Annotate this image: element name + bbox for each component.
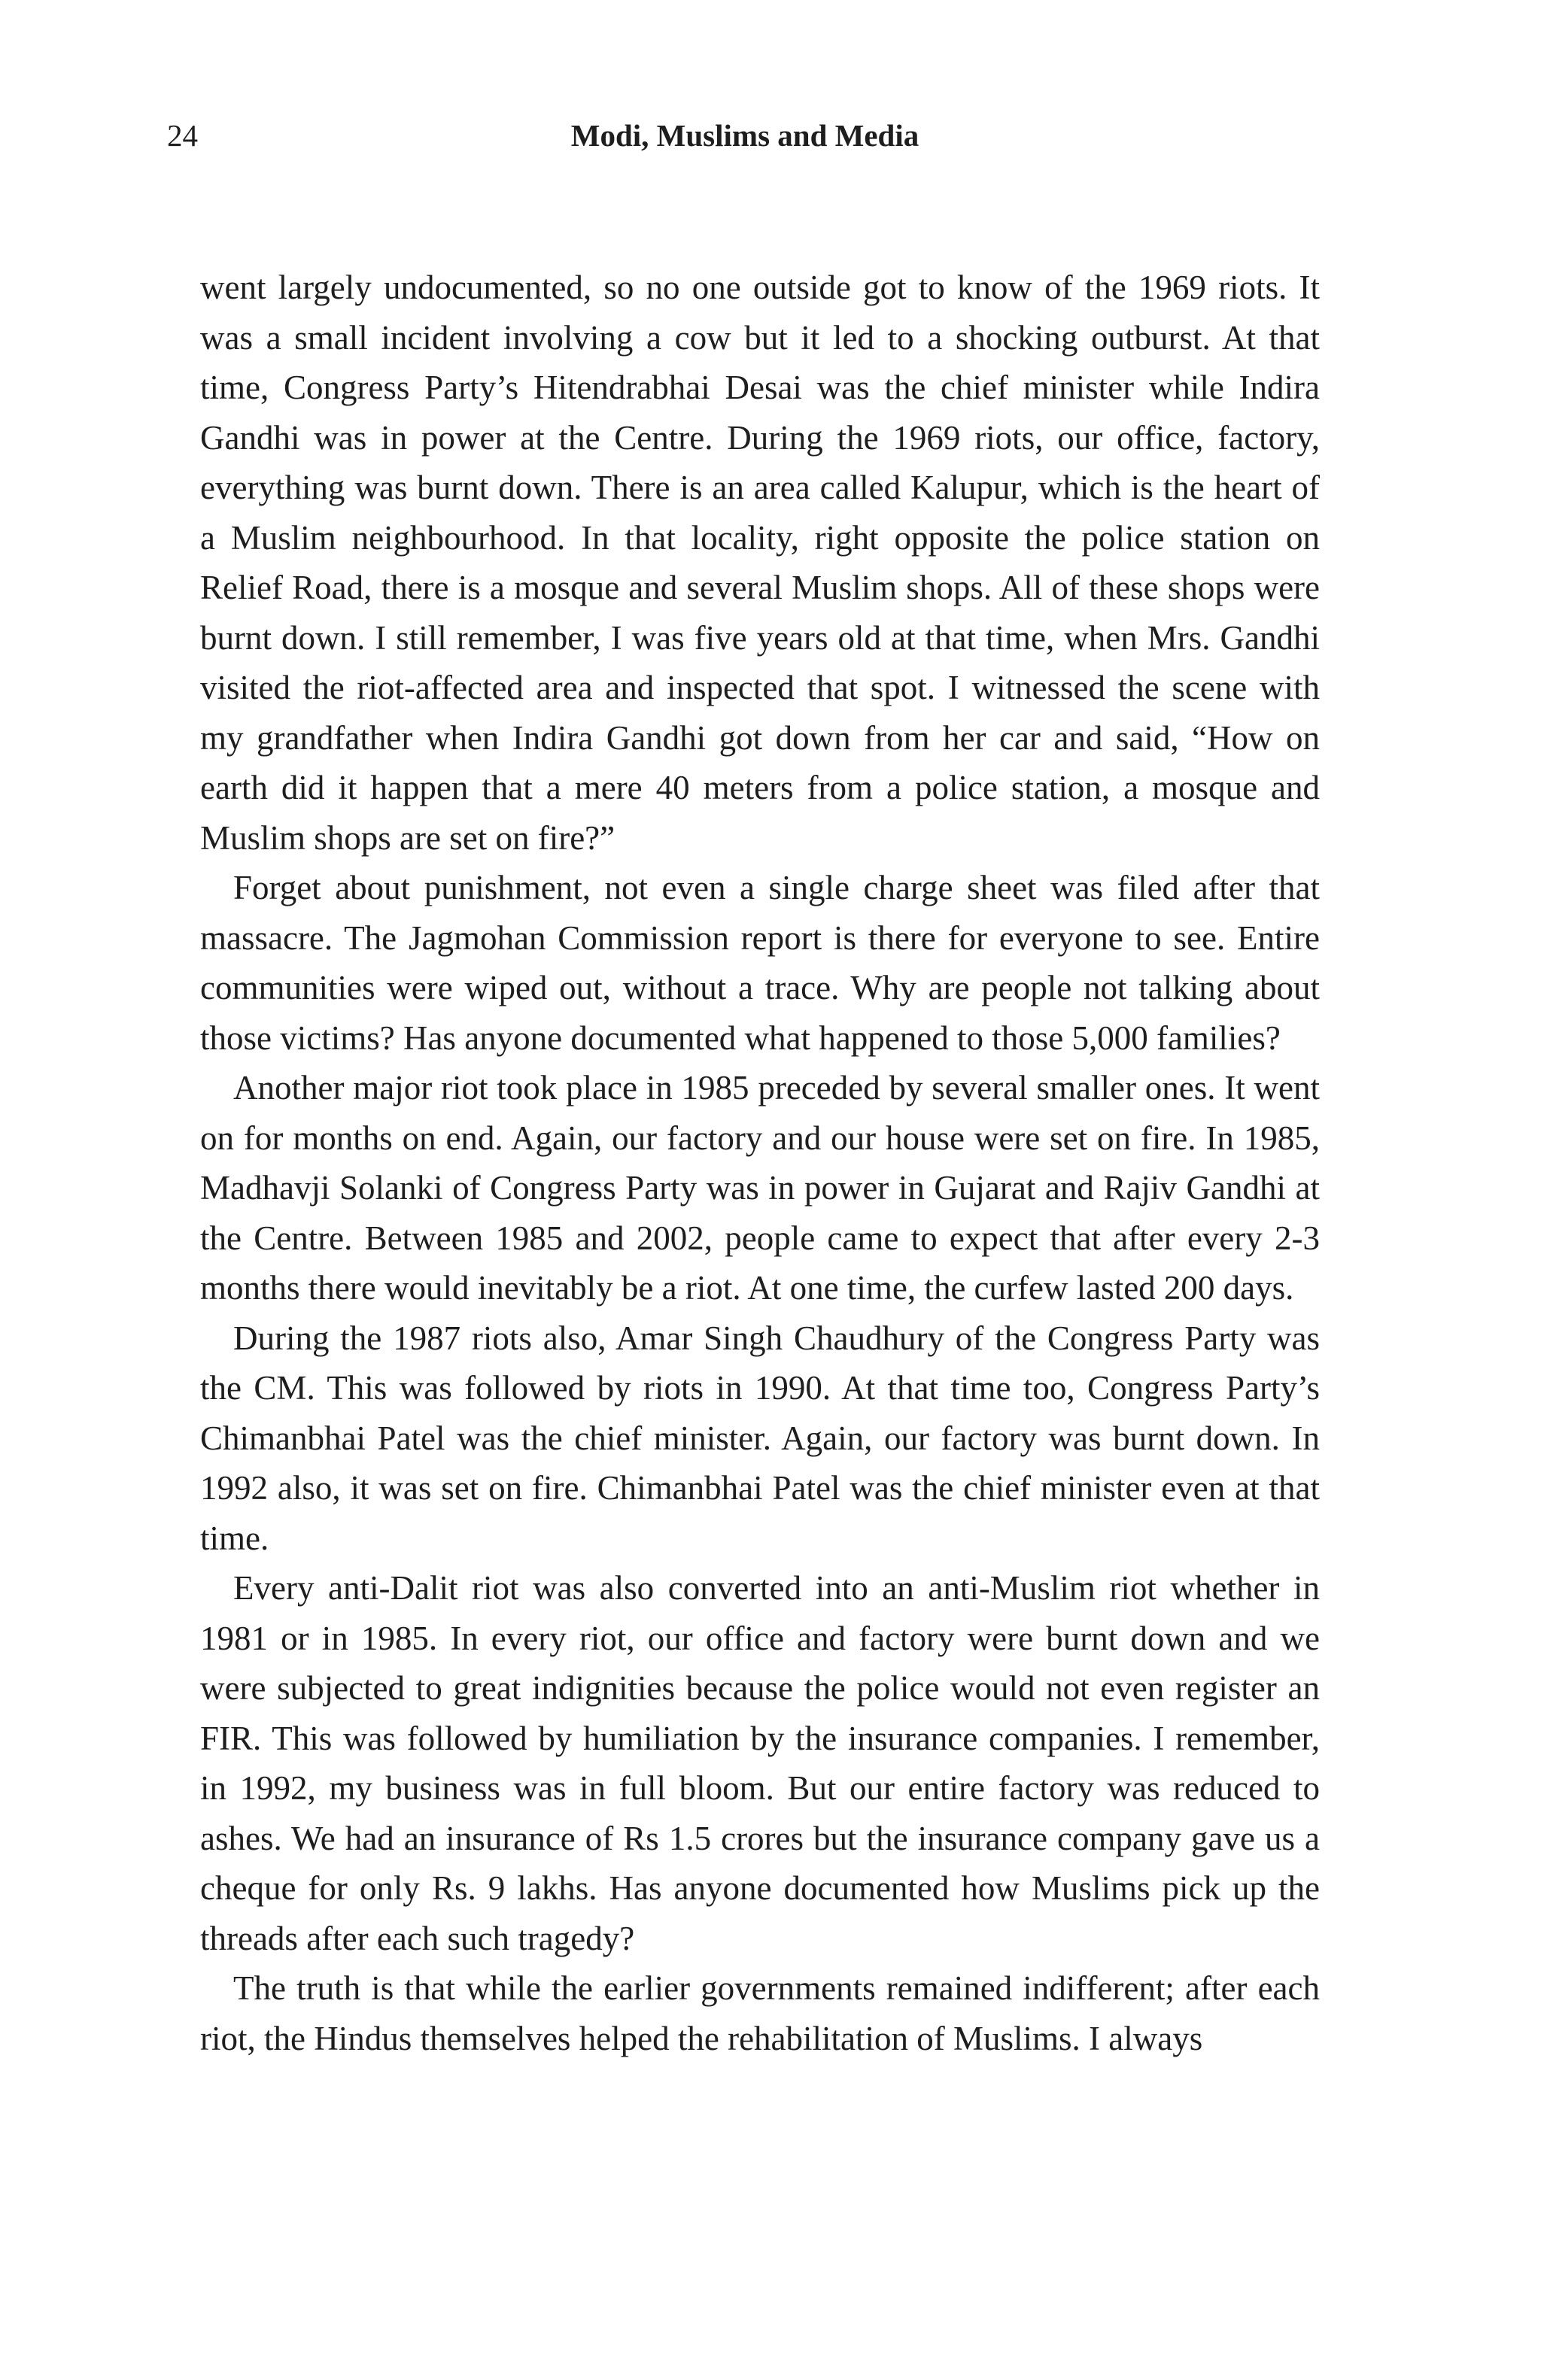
paragraph: went largely undocumented, so no one outside got to know of the 1969 riots. It was a small incident involving a cow but it led to a shocking outburst. At that time, Congress Party’s Hitendrabhai Desai was the chief minister while Indira Gandhi was in power at the Centre. During the 1969 riots, our office, factory, everything was burnt down. There is an area called Kalupur, which is the heart of a Muslim neighbourhood. In that locality, right opposite the police station on Relief Road, there is a mosque and several Muslim shops. All of these shops were burnt down. I still remember, I was five years old at that time, when Mrs. Gandhi visited the riot-affected area and inspected that spot. I witnessed the scene with my grandfather when Indira Gandhi got down from her car and said, “How on earth did it happen that a mere 40 meters from a police station, a mosque and Muslim shops are set on fire?”	[200, 269, 1320, 857]
paragraph: Every anti-Dalit riot was also converted into an anti-Muslim riot whether in 1981 or in 1985. In every riot, our office and factory were burnt down and we were subjected to great indignities because the police would not even register an FIR. This was followed by humiliation by the insurance companies. I remember, in 1992, my business was in full bloom. But our entire factory was reduced to ashes. We had an insurance of Rs 1.5 crores but the insurance company gave us a cheque for only Rs. 9 lakhs. Has anyone documented how Muslims pick up the threads after each such tragedy?	[200, 1569, 1320, 1957]
paragraph: During the 1987 riots also, Amar Singh Chaudhury of the Congress Party was the CM. This was followed by riots in 1990. At that time too, Congress Party’s Chimanbhai Patel was the chief minister. Again, our factory was burnt down. In 1992 also, it was set on fire. Chimanbhai Patel was the chief minister even at that time.	[200, 1319, 1320, 1557]
page-header	[167, 113, 1323, 158]
paragraph: Another major riot took place in 1985 preceded by several smaller ones. It went on for months on end. Again, our factory and our house were set on fire. In 1985, Madhavji Solanki of Congress Party was in power in Gujarat and Rajiv Gandhi at the Centre. Between 1985 and 2002, people came to expect that after every 2-3 months there would inevitably be a riot. At one time, the curfew lasted 200 days.	[200, 1069, 1320, 1307]
running-title: Modi, Muslims and Media	[570, 118, 919, 153]
body-text	[200, 263, 1320, 2063]
paragraph: Forget about punishment, not even a single charge sheet was filed after that massacre. The Jagmohan Commission report is there for everyone to see. Entire communities were wiped out, without a trace. Why are people not talking about those victims? Has anyone documented what happened to those 5,000 families?	[200, 869, 1320, 1057]
page-number: 24	[167, 118, 198, 153]
paragraph: The truth is that while the earlier governments remained indifferent; after each riot, the Hindus themselves helped the rehabilitation of Muslims. I always	[200, 1969, 1320, 2057]
